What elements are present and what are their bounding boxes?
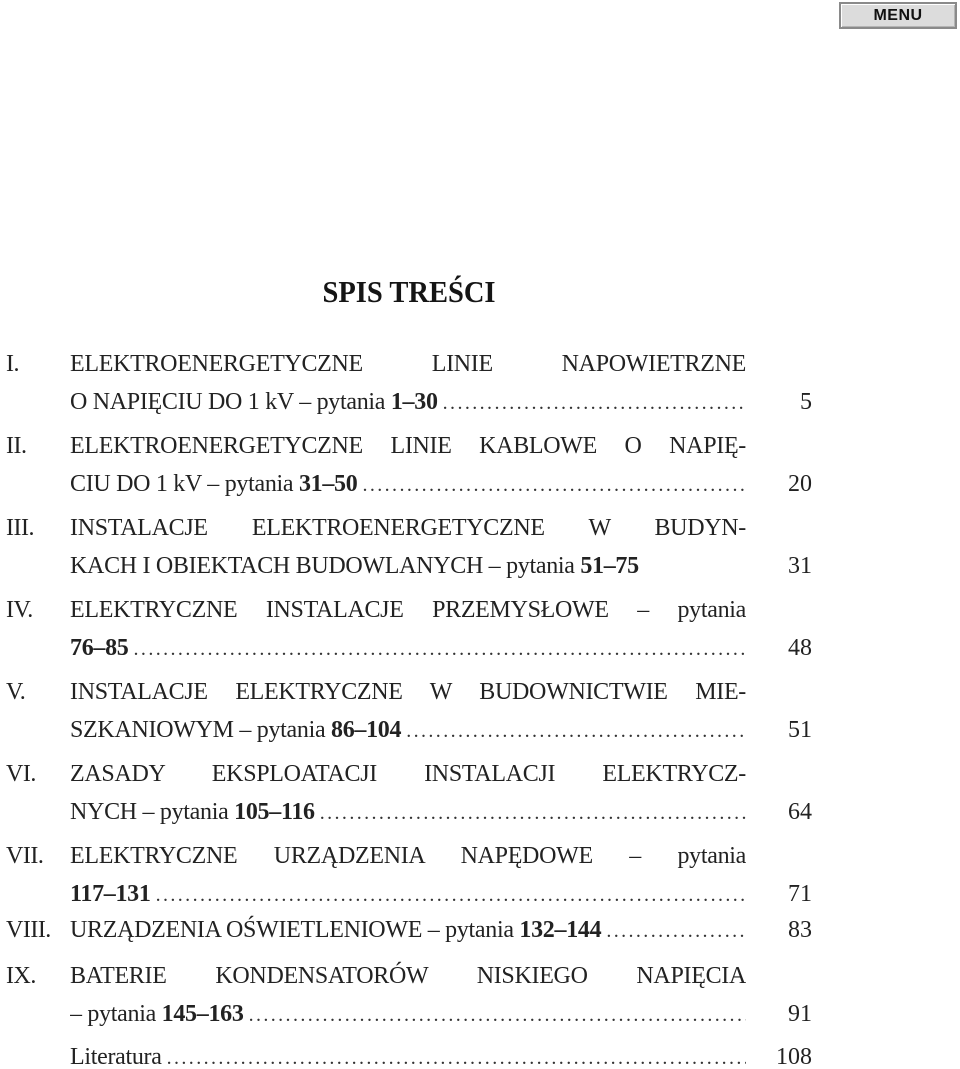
page-number: 64 — [788, 799, 812, 825]
toc-entry-5[interactable] — [0, 673, 960, 755]
question-range: 1–30 — [390, 389, 438, 415]
entry-title-line — [70, 1038, 746, 1069]
page-number: 20 — [788, 471, 812, 497]
entry-title-line: BATERIE KONDENSATORÓW NISKIEGO NAPIĘCIA — [70, 963, 746, 989]
entry-title-line: ZASADY EKSPLOATACJI INSTALACJI ELEKTRYCZ- — [70, 761, 746, 787]
entry-title-line — [70, 629, 746, 667]
toc-entry-9[interactable] — [0, 957, 960, 1039]
entry-title-line: INSTALACJE ELEKTRYCZNE W BUDOWNICTWIE MIE- — [70, 679, 746, 705]
entry-text: Literatura — [70, 1044, 162, 1069]
entry-title-line: ELEKTRYCZNE INSTALACJE PRZEMYSŁOWE – pytania — [70, 597, 746, 623]
entry-number: III. — [6, 515, 34, 541]
entry-title-line — [70, 711, 746, 749]
toc-entry-6[interactable] — [0, 755, 960, 837]
question-range: 76–85 — [70, 635, 129, 661]
page-title: SPIS TREŚCI — [322, 274, 496, 309]
entry-title-line: ELEKTRYCZNE URZĄDZENIA NAPĘDOWE – pytania — [70, 843, 746, 869]
entry-title — [70, 591, 746, 667]
entry-title — [70, 957, 746, 1033]
question-range: 117–131 — [70, 881, 151, 907]
page-number: 5 — [800, 389, 812, 415]
question-range: 132–144 — [519, 917, 602, 943]
entry-number: VII. — [6, 843, 44, 869]
entry-title-line — [70, 875, 746, 913]
page-number: 31 — [788, 553, 812, 579]
entry-title — [70, 911, 746, 949]
page-number: 108 — [776, 1044, 812, 1069]
page-number: 51 — [788, 717, 812, 743]
question-range: 86–104 — [331, 717, 402, 743]
toc-entry-literature[interactable] — [0, 1038, 960, 1069]
toc-entry-2[interactable] — [0, 427, 960, 509]
page-number: 48 — [788, 635, 812, 661]
dot-leader — [443, 384, 746, 421]
entry-text: KACH I OBIEKTACH BUDOWLANYCH – pytania — [70, 553, 581, 579]
menu-button[interactable]: MENU — [839, 2, 957, 29]
dot-leader — [362, 466, 746, 503]
entry-title — [70, 673, 746, 749]
entry-title-line — [70, 793, 746, 831]
entry-title — [70, 755, 746, 831]
toc-entry-8[interactable] — [0, 911, 960, 951]
entry-text: CIU DO 1 kV – pytania — [70, 471, 299, 497]
entry-number: VI. — [6, 761, 36, 787]
entry-title-line — [70, 911, 746, 949]
question-range: 51–75 — [580, 553, 639, 579]
entry-title-line: ELEKTROENERGETYCZNE LINIE NAPOWIETRZNE — [70, 351, 746, 377]
question-range: 145–163 — [161, 1001, 244, 1027]
dot-leader — [406, 712, 746, 749]
toc-entry-4[interactable] — [0, 591, 960, 673]
entry-text: SZKANIOWYM – pytania — [70, 717, 331, 743]
entry-title-line: ELEKTROENERGETYCZNE LINIE KABLOWE O NAPIĘ- — [70, 433, 746, 459]
dot-leader — [156, 876, 746, 913]
dot-leader — [134, 630, 746, 667]
toc-entry-1[interactable] — [0, 345, 960, 427]
entry-number: I. — [6, 351, 19, 377]
question-range: 31–50 — [298, 471, 358, 497]
entry-number: VIII. — [6, 917, 51, 943]
page-number: 71 — [788, 881, 812, 907]
entry-text: NYCH – pytania — [70, 799, 235, 825]
entry-title — [70, 1038, 746, 1069]
dot-leader — [320, 794, 746, 831]
entry-title — [70, 427, 746, 503]
entry-number: V. — [6, 679, 26, 705]
toc-entry-7[interactable] — [0, 837, 960, 919]
entry-title — [70, 509, 746, 585]
entry-title-line — [70, 547, 746, 585]
entry-title-line: INSTALACJE ELEKTROENERGETYCZNE W BUDYN- — [70, 515, 746, 541]
entry-number: II. — [6, 433, 27, 459]
entry-title-line — [70, 995, 746, 1033]
entry-title — [70, 345, 746, 421]
entry-text: O NAPIĘCIU DO 1 kV – pytania — [70, 389, 391, 415]
entry-number: IX. — [6, 963, 36, 989]
entry-title-line — [70, 465, 746, 503]
entry-text: URZĄDZENIA OŚWIETLENIOWE – pytania — [70, 917, 520, 943]
page-number: 91 — [788, 1001, 812, 1027]
page-number: 83 — [788, 917, 812, 943]
dot-leader — [606, 912, 746, 949]
question-range: 105–116 — [234, 799, 315, 825]
dot-leader — [167, 1039, 746, 1069]
entry-title-line — [70, 383, 746, 421]
toc-entry-3[interactable] — [0, 509, 960, 591]
entry-number: IV. — [6, 597, 33, 623]
dot-leader — [249, 996, 746, 1033]
entry-title — [70, 837, 746, 913]
entry-text: – pytania — [70, 1001, 162, 1027]
